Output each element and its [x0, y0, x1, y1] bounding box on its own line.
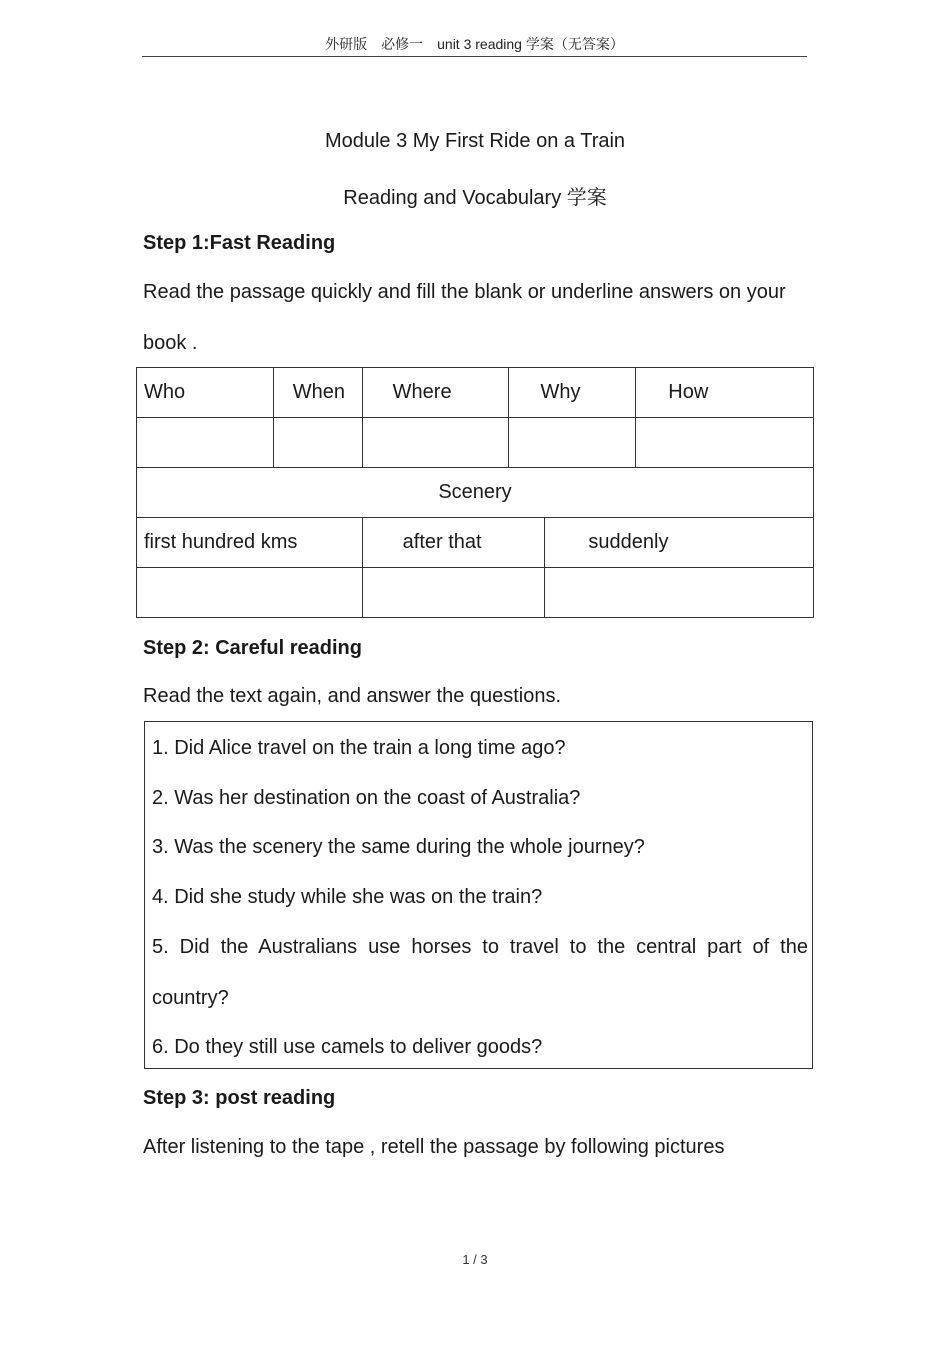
- document-subtitle: Reading and Vocabulary 学案: [343, 187, 607, 209]
- step1-instruction: Read the passage quickly and fill the blank or underline answers on your: [143, 281, 786, 303]
- fast-reading-table: [136, 367, 814, 618]
- header-cell-where: Where: [362, 368, 509, 418]
- header-cell-how: How: [636, 368, 814, 418]
- question-6: 6. Do they still use camels to deliver goods?: [152, 1036, 543, 1058]
- question-3: 3. Was the scenery the same during the whole journey?: [152, 836, 645, 858]
- answer-cell-why[interactable]: [509, 418, 636, 468]
- header-cell-who: Who: [137, 368, 274, 418]
- step2-instruction: Read the text again, and answer the questions.: [143, 685, 562, 707]
- header-cell-why: Why: [509, 368, 636, 418]
- scenery-label: Scenery: [137, 468, 814, 518]
- table-header-row: [137, 368, 814, 418]
- step1-heading: Step 1:Fast Reading: [143, 232, 336, 254]
- question-4: 4. Did she study while she was on the train?: [152, 886, 543, 908]
- step1-instruction-continued: book .: [143, 332, 198, 354]
- step2-heading: Step 2: Careful reading: [143, 637, 362, 659]
- question-5: 5. Did the Australians use horses to travel to the central part of the: [152, 936, 808, 958]
- answer-cell-how[interactable]: [636, 418, 814, 468]
- step3-heading: Step 3: post reading: [143, 1087, 336, 1109]
- header-cell-when: When: [273, 368, 362, 418]
- question-5-continued: country?: [152, 987, 229, 1009]
- question-2: 2. Was her destination on the coast of Australia?: [152, 787, 581, 809]
- document-title: Module 3 My First Ride on a Train: [324, 130, 626, 152]
- scenery-label-row: [137, 468, 814, 518]
- scenery-answer-after-that[interactable]: [362, 568, 545, 618]
- page-number: 1 / 3: [462, 1252, 488, 1267]
- scenery-header-first-hundred-kms: first hundred kms: [137, 518, 363, 568]
- page-header: 外研版 必修一 unit 3 reading 学案（无答案）: [142, 34, 807, 57]
- step3-instruction: After listening to the tape , retell the passage by following pictures: [143, 1136, 725, 1158]
- question-1: 1. Did Alice travel on the train a long time ago?: [152, 737, 566, 759]
- answer-cell-who[interactable]: [137, 418, 274, 468]
- scenery-header-suddenly: suddenly: [545, 518, 814, 568]
- answer-cell-when[interactable]: [273, 418, 362, 468]
- table-answer-row: [137, 418, 814, 468]
- scenery-header-after-that: after that: [362, 518, 545, 568]
- scenery-answer-row: [137, 568, 814, 618]
- scenery-header-row: [137, 518, 814, 568]
- answer-cell-where[interactable]: [362, 418, 509, 468]
- scenery-answer-first-hundred-kms[interactable]: [137, 568, 363, 618]
- scenery-answer-suddenly[interactable]: [545, 568, 814, 618]
